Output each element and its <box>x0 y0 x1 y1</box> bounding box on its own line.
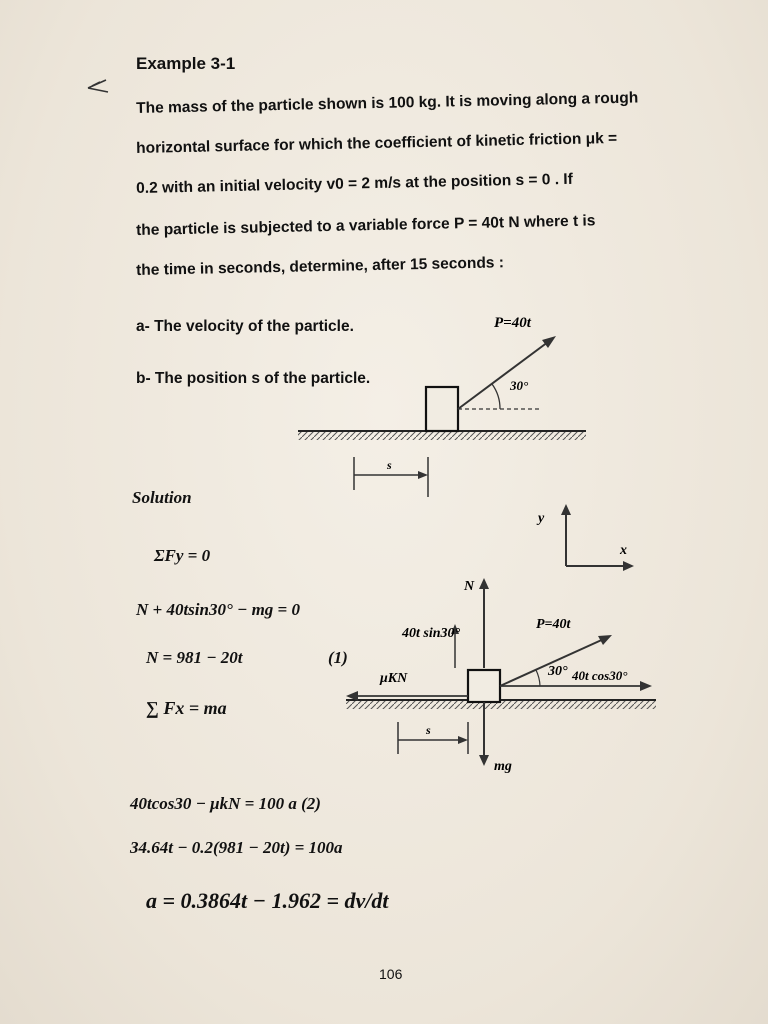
angle-arc <box>492 384 500 409</box>
margin-mark-icon <box>86 74 114 96</box>
weight-arrowhead-icon <box>479 755 489 766</box>
block <box>426 387 458 431</box>
free-body-diagram <box>340 572 670 782</box>
solution-heading: Solution <box>132 488 192 507</box>
eq-sum-fx: ∑ Fx = ma <box>146 698 227 718</box>
fbd-angle-arc <box>536 670 540 686</box>
ground-hatch <box>298 431 586 440</box>
problem-line-4: the particle is subjected to a variable force P = 40t N where t is <box>136 212 596 239</box>
part-b: b- The position s of the particle. <box>136 370 371 387</box>
eq-sum-fy: ΣFy = 0 <box>154 546 211 565</box>
x-axis-label: x <box>620 543 627 558</box>
x-axis-arrow-icon <box>623 561 634 571</box>
normal-label: N <box>464 579 475 594</box>
s-arrowhead-icon <box>418 471 428 479</box>
y-axis-label: y <box>538 511 545 526</box>
angle-label: 30° <box>510 378 529 393</box>
problem-figure <box>290 305 600 500</box>
page-number: 106 <box>379 966 403 982</box>
y-axis-arrow-icon <box>561 504 571 515</box>
example-title: Example 3-1 <box>136 54 236 73</box>
horizontal-component-label: 40t cos30° <box>572 668 628 683</box>
fbd-block <box>468 670 500 702</box>
friction-label: μKN <box>380 671 408 686</box>
problem-line-1: The mass of the particle shown is 100 kg. It is moving along a rough <box>136 89 639 117</box>
fbd-force-label: P=40t <box>536 617 571 632</box>
problem-line-2: horizontal surface for which the coefficient of kinetic friction μk = <box>136 129 618 157</box>
eq-acceleration: a = 0.3864t − 1.962 = dv/dt <box>146 888 389 913</box>
force-label: P=40t <box>494 315 531 331</box>
axes-figure <box>520 498 650 578</box>
eq-substitution: 34.64t − 0.2(981 − 20t) = 100a <box>130 838 343 857</box>
problem-line-5: the time in seconds, determine, after 15 seconds : <box>136 254 505 279</box>
weight-label: mg <box>494 759 512 774</box>
eq-fx: 40tcos30 − μkN = 100 a (2) <box>130 794 321 813</box>
eq-n-value: N = 981 − 20t <box>146 648 243 667</box>
horizontal-component-arrowhead-icon <box>640 681 652 691</box>
normal-arrowhead-icon <box>479 578 489 589</box>
part-a: a- The velocity of the particle. <box>136 318 354 335</box>
problem-line-3: 0.2 with an initial velocity v0 = 2 m/s at the position s = 0 . If <box>136 170 573 197</box>
fbd-s-label: s <box>426 723 431 737</box>
eq1-tag: (1) <box>328 648 348 667</box>
force-arrow <box>458 339 552 409</box>
eq-normal: N + 40tsin30° − mg = 0 <box>136 600 300 619</box>
fbd-angle-label: 30° <box>548 664 568 679</box>
vertical-component-label: 40t sin30° <box>402 626 461 641</box>
fbd-s-arrowhead-icon <box>458 736 468 744</box>
force-arrowhead-icon <box>542 336 556 348</box>
s-label: s <box>387 458 392 472</box>
